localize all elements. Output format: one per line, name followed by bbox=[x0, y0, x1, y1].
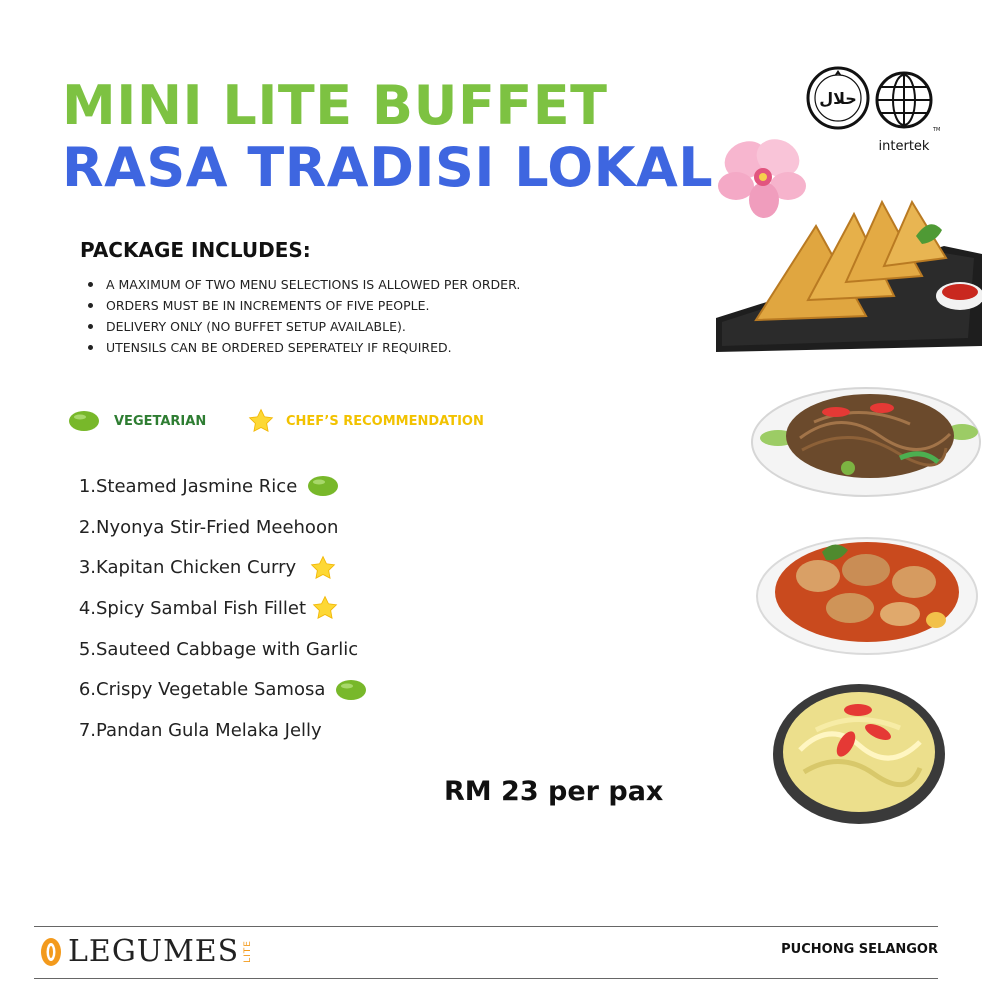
intertek-label: intertek bbox=[878, 139, 930, 154]
star-icon bbox=[310, 555, 336, 581]
menu-item-number: 4. bbox=[78, 597, 96, 619]
menu-item bbox=[78, 507, 367, 548]
menu-item bbox=[78, 466, 367, 507]
menu-item-name: Spicy Sambal Fish Fillet bbox=[96, 597, 307, 619]
menu-item-number: 6. bbox=[78, 679, 96, 701]
legend-vegetarian bbox=[68, 404, 206, 438]
green-bean-icon bbox=[307, 475, 339, 497]
menu-item bbox=[78, 547, 367, 588]
menu-list bbox=[78, 466, 367, 751]
menu-item-number: 2. bbox=[78, 516, 96, 538]
package-item: A MAXIMUM OF TWO MENU SELECTIONS IS ALLOWED PER ORDER. bbox=[84, 274, 520, 295]
menu-item-number: 3. bbox=[78, 557, 96, 579]
chicken-curry-image bbox=[754, 522, 980, 658]
meehoon-image bbox=[750, 378, 982, 498]
package-list bbox=[84, 274, 520, 358]
menu-item-number: 7. bbox=[78, 719, 96, 741]
green-bean-icon bbox=[335, 679, 367, 701]
green-bean-icon bbox=[68, 410, 100, 432]
legend-chef-recommendation bbox=[248, 404, 484, 438]
package-item: DELIVERY ONLY (NO BUFFET SETUP AVAILABLE). bbox=[84, 316, 520, 337]
menu-item bbox=[78, 669, 367, 710]
brand-suffix: LITE bbox=[243, 940, 254, 963]
legend-chef-label: CHEF’S RECOMMENDATION bbox=[286, 413, 484, 429]
title-line-1: MINI LITE BUFFET bbox=[62, 74, 608, 137]
star-icon bbox=[248, 408, 274, 434]
package-item: UTENSILS CAN BE ORDERED SEPERATELY IF REQUIRED. bbox=[84, 337, 520, 358]
legend-vegetarian-label: VEGETARIAN bbox=[114, 413, 207, 429]
menu-item-name: Nyonya Stir-Fried Meehoon bbox=[96, 516, 339, 538]
menu-item bbox=[78, 588, 367, 629]
menu-item bbox=[78, 629, 367, 670]
menu-item-name: Crispy Vegetable Samosa bbox=[96, 679, 326, 701]
menu-item-name: Steamed Jasmine Rice bbox=[96, 475, 298, 497]
menu-item-number: 5. bbox=[78, 638, 96, 660]
samosa-image bbox=[716, 196, 982, 352]
legume-seed-icon bbox=[40, 937, 62, 967]
menu-item-name: Sauteed Cabbage with Garlic bbox=[96, 638, 359, 660]
menu-item bbox=[78, 710, 367, 751]
price: RM 23 per pax bbox=[444, 776, 664, 807]
menu-item-name: Pandan Gula Melaka Jelly bbox=[96, 719, 322, 741]
package-heading: PACKAGE INCLUDES: bbox=[80, 238, 311, 262]
brand-name: LEGUMES bbox=[68, 934, 240, 969]
brand-logo bbox=[40, 934, 253, 969]
intertek-logo bbox=[870, 70, 940, 154]
sauteed-cabbage-image bbox=[770, 680, 948, 828]
halal-logo bbox=[806, 66, 870, 130]
package-item: ORDERS MUST BE IN INCREMENTS OF FIVE PEOPLE. bbox=[84, 295, 520, 316]
intertek-mark: TM bbox=[933, 127, 940, 133]
star-icon bbox=[312, 595, 338, 621]
footer-top-divider bbox=[34, 926, 938, 927]
title-line-2: RASA TRADISI LOKAL bbox=[62, 136, 714, 199]
menu-item-number: 1. bbox=[78, 475, 96, 497]
location: PUCHONG SELANGOR bbox=[781, 942, 938, 957]
footer-bottom-divider bbox=[34, 978, 938, 979]
menu-item-name: Kapitan Chicken Curry bbox=[96, 557, 297, 579]
halal-label: حلال bbox=[819, 89, 857, 108]
